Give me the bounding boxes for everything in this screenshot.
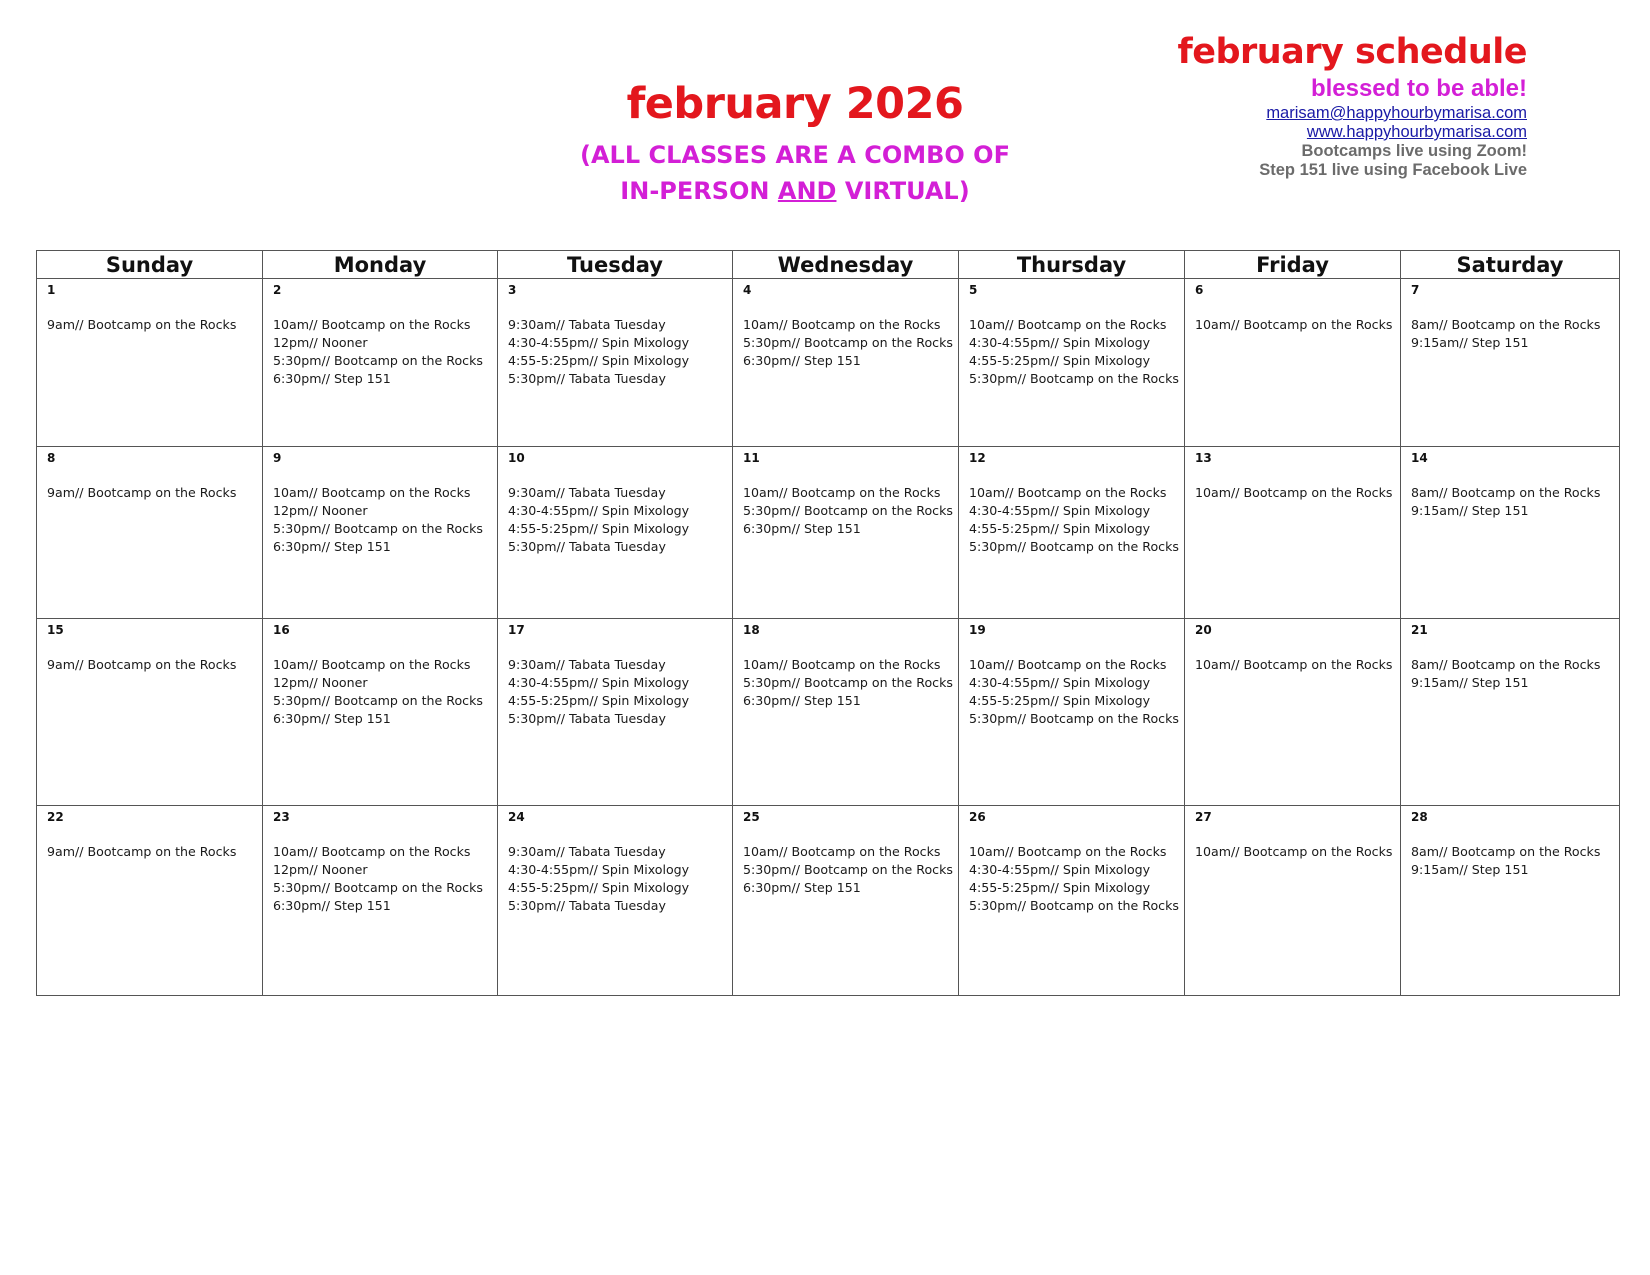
class-event: 6:30pm// Step 151 (743, 880, 861, 895)
day-cell[interactable] (733, 806, 959, 996)
class-event: 6:30pm// Step 151 (743, 521, 861, 536)
weekday-header-row (37, 251, 1620, 279)
event-list (1411, 316, 1613, 352)
day-cell[interactable] (37, 279, 263, 447)
class-event: 4:55-5:25pm// Spin Mixology (969, 880, 1151, 895)
event-list (969, 656, 1178, 728)
day-number: 10 (508, 451, 525, 465)
day-cell[interactable] (1401, 447, 1620, 619)
class-event: 10am// Bootcamp on the Rocks (273, 657, 471, 672)
event-list (47, 656, 256, 674)
zoom-note: Bootcamps live using Zoom! (1301, 142, 1527, 160)
day-number: 11 (743, 451, 760, 465)
class-event: 9:30am// Tabata Tuesday (508, 844, 666, 859)
weekday-thursday: Thursday (959, 251, 1185, 279)
class-event: 4:30-4:55pm// Spin Mixology (508, 503, 690, 518)
email-link[interactable]: marisam@happyhourbymarisa.com (1266, 104, 1527, 122)
class-event: 4:55-5:25pm// Spin Mixology (969, 353, 1151, 368)
event-list (47, 843, 256, 861)
day-number: 22 (47, 810, 64, 824)
class-event: 10am// Bootcamp on the Rocks (1195, 317, 1393, 332)
subtitle-line-1: (ALL CLASSES ARE A COMBO OF (580, 141, 1010, 169)
day-cell[interactable] (263, 447, 498, 619)
event-list (508, 316, 726, 388)
class-event: 5:30pm// Bootcamp on the Rocks (273, 880, 483, 895)
class-event: 5:30pm// Tabata Tuesday (508, 898, 666, 913)
class-event: 10am// Bootcamp on the Rocks (743, 657, 941, 672)
class-event: 9am// Bootcamp on the Rocks (47, 844, 237, 859)
class-event: 5:30pm// Bootcamp on the Rocks (969, 898, 1179, 913)
info-tagline: blessed to be able! (1310, 75, 1527, 102)
day-number: 20 (1195, 623, 1212, 637)
class-event: 9am// Bootcamp on the Rocks (47, 317, 237, 332)
class-event: 5:30pm// Bootcamp on the Rocks (743, 862, 953, 877)
event-list (1411, 484, 1613, 520)
subtitle-line-2 (500, 173, 1090, 209)
weekday-tuesday: Tuesday (498, 251, 733, 279)
day-number: 8 (47, 451, 56, 465)
class-event: 8am// Bootcamp on the Rocks (1411, 317, 1601, 332)
class-event: 10am// Bootcamp on the Rocks (273, 485, 471, 500)
event-list (743, 316, 952, 370)
event-list (508, 484, 726, 556)
page-title: february 2026 (626, 79, 964, 129)
class-event: 10am// Bootcamp on the Rocks (969, 317, 1167, 332)
day-cell[interactable] (498, 447, 733, 619)
class-event: 5:30pm// Bootcamp on the Rocks (743, 503, 953, 518)
event-list (508, 656, 726, 728)
calendar-week-row (37, 619, 1620, 806)
day-number: 18 (743, 623, 760, 637)
website-link[interactable]: www.happyhourbymarisa.com (1306, 123, 1527, 141)
event-list (1411, 656, 1613, 692)
day-cell[interactable] (498, 279, 733, 447)
event-list (743, 656, 952, 710)
day-number: 3 (508, 283, 517, 297)
day-number: 28 (1411, 810, 1428, 824)
class-event: 5:30pm// Bootcamp on the Rocks (969, 711, 1179, 726)
class-event: 10am// Bootcamp on the Rocks (273, 844, 471, 859)
info-block (1177, 30, 1527, 180)
day-number: 15 (47, 623, 64, 637)
class-event: 10am// Bootcamp on the Rocks (743, 844, 941, 859)
event-list (273, 656, 491, 728)
event-list (743, 843, 952, 897)
class-event: 4:30-4:55pm// Spin Mixology (969, 503, 1151, 518)
class-event: 9:30am// Tabata Tuesday (508, 657, 666, 672)
day-cell[interactable] (498, 619, 733, 806)
day-number: 9 (273, 451, 282, 465)
info-heading: february schedule (1177, 32, 1527, 72)
class-event: 10am// Bootcamp on the Rocks (969, 657, 1167, 672)
class-event: 10am// Bootcamp on the Rocks (1195, 844, 1393, 859)
class-event: 10am// Bootcamp on the Rocks (743, 317, 941, 332)
weekday-friday: Friday (1185, 251, 1401, 279)
event-list (969, 316, 1178, 388)
class-event: 4:55-5:25pm// Spin Mixology (508, 353, 690, 368)
class-event: 9am// Bootcamp on the Rocks (47, 657, 237, 672)
class-event: 9am// Bootcamp on the Rocks (47, 485, 237, 500)
class-event: 4:55-5:25pm// Spin Mixology (508, 521, 690, 536)
event-list (1195, 484, 1394, 502)
day-cell[interactable] (959, 447, 1185, 619)
day-cell[interactable] (733, 279, 959, 447)
event-list (969, 484, 1178, 556)
class-event: 10am// Bootcamp on the Rocks (969, 485, 1167, 500)
class-event: 10am// Bootcamp on the Rocks (1195, 657, 1393, 672)
day-number: 26 (969, 810, 986, 824)
class-event: 5:30pm// Bootcamp on the Rocks (743, 675, 953, 690)
day-number: 4 (743, 283, 752, 297)
class-event: 4:30-4:55pm// Spin Mixology (969, 675, 1151, 690)
class-event: 12pm// Nooner (273, 675, 368, 690)
event-list (1195, 316, 1394, 334)
class-event: 6:30pm// Step 151 (743, 353, 861, 368)
day-cell[interactable] (959, 806, 1185, 996)
class-event: 6:30pm// Step 151 (743, 693, 861, 708)
class-event: 5:30pm// Bootcamp on the Rocks (273, 353, 483, 368)
day-cell[interactable] (263, 279, 498, 447)
day-number: 25 (743, 810, 760, 824)
class-event: 12pm// Nooner (273, 335, 368, 350)
event-list (969, 843, 1178, 915)
weekday-saturday: Saturday (1401, 251, 1620, 279)
day-number: 13 (1195, 451, 1212, 465)
day-cell[interactable] (1185, 806, 1401, 996)
class-event: 9:15am// Step 151 (1411, 503, 1529, 518)
day-number: 7 (1411, 283, 1420, 297)
day-number: 23 (273, 810, 290, 824)
day-number: 14 (1411, 451, 1428, 465)
class-event: 9:15am// Step 151 (1411, 335, 1529, 350)
calendar-table (36, 250, 1620, 996)
day-cell[interactable] (37, 447, 263, 619)
class-event: 5:30pm// Tabata Tuesday (508, 539, 666, 554)
day-cell[interactable] (1401, 619, 1620, 806)
event-list (47, 484, 256, 502)
day-cell[interactable] (37, 619, 263, 806)
day-number: 17 (508, 623, 525, 637)
class-event: 5:30pm// Bootcamp on the Rocks (273, 521, 483, 536)
class-event: 8am// Bootcamp on the Rocks (1411, 844, 1601, 859)
day-cell[interactable] (263, 806, 498, 996)
page-subtitle (500, 137, 1090, 209)
weekday-monday: Monday (263, 251, 498, 279)
day-number: 2 (273, 283, 282, 297)
calendar-week-row (37, 447, 1620, 619)
calendar-week-row (37, 279, 1620, 447)
class-event: 4:30-4:55pm// Spin Mixology (969, 862, 1151, 877)
event-list (1195, 656, 1394, 674)
weekday-sunday: Sunday (37, 251, 263, 279)
class-event: 4:55-5:25pm// Spin Mixology (508, 693, 690, 708)
subtitle-pre: IN-PERSON (620, 177, 778, 205)
day-cell[interactable] (733, 447, 959, 619)
class-event: 4:30-4:55pm// Spin Mixology (508, 335, 690, 350)
class-event: 5:30pm// Tabata Tuesday (508, 711, 666, 726)
day-number: 21 (1411, 623, 1428, 637)
subtitle-post: VIRTUAL) (836, 177, 970, 205)
day-number: 27 (1195, 810, 1212, 824)
class-event: 6:30pm// Step 151 (273, 539, 391, 554)
class-event: 9:30am// Tabata Tuesday (508, 485, 666, 500)
class-event: 10am// Bootcamp on the Rocks (969, 844, 1167, 859)
day-cell[interactable] (733, 619, 959, 806)
day-number: 12 (969, 451, 986, 465)
event-list (508, 843, 726, 915)
event-list (743, 484, 952, 538)
day-cell[interactable] (1401, 279, 1620, 447)
weekday-wednesday: Wednesday (733, 251, 959, 279)
event-list (273, 484, 491, 556)
class-event: 9:30am// Tabata Tuesday (508, 317, 666, 332)
class-event: 8am// Bootcamp on the Rocks (1411, 485, 1601, 500)
event-list (273, 316, 491, 388)
class-event: 10am// Bootcamp on the Rocks (743, 485, 941, 500)
day-number: 24 (508, 810, 525, 824)
class-event: 4:30-4:55pm// Spin Mixology (508, 862, 690, 877)
day-number: 6 (1195, 283, 1204, 297)
class-event: 4:30-4:55pm// Spin Mixology (969, 335, 1151, 350)
day-cell[interactable] (1185, 279, 1401, 447)
day-cell[interactable] (959, 279, 1185, 447)
event-list (1411, 843, 1613, 879)
day-number: 5 (969, 283, 978, 297)
class-event: 6:30pm// Step 151 (273, 898, 391, 913)
class-event: 5:30pm// Bootcamp on the Rocks (969, 539, 1179, 554)
class-event: 9:15am// Step 151 (1411, 862, 1529, 877)
event-list (1195, 843, 1394, 861)
day-cell[interactable] (498, 806, 733, 996)
class-event: 8am// Bootcamp on the Rocks (1411, 657, 1601, 672)
day-number: 19 (969, 623, 986, 637)
event-list (273, 843, 491, 915)
class-event: 5:30pm// Tabata Tuesday (508, 371, 666, 386)
class-event: 4:55-5:25pm// Spin Mixology (969, 693, 1151, 708)
class-event: 5:30pm// Bootcamp on the Rocks (273, 693, 483, 708)
class-event: 6:30pm// Step 151 (273, 711, 391, 726)
calendar-week-row (37, 806, 1620, 996)
day-cell[interactable] (1185, 447, 1401, 619)
class-event: 9:15am// Step 151 (1411, 675, 1529, 690)
day-cell[interactable] (263, 619, 498, 806)
day-cell[interactable] (1401, 806, 1620, 996)
subtitle-underlined: AND (777, 177, 837, 205)
day-cell[interactable] (37, 806, 263, 996)
class-event: 6:30pm// Step 151 (273, 371, 391, 386)
class-event: 12pm// Nooner (273, 862, 368, 877)
day-number: 1 (47, 283, 56, 297)
class-event: 10am// Bootcamp on the Rocks (273, 317, 471, 332)
class-event: 4:30-4:55pm// Spin Mixology (508, 675, 690, 690)
event-list (47, 316, 256, 334)
day-number: 16 (273, 623, 290, 637)
class-event: 10am// Bootcamp on the Rocks (1195, 485, 1393, 500)
facebook-note: Step 151 live using Facebook Live (1259, 161, 1527, 179)
class-event: 12pm// Nooner (273, 503, 368, 518)
class-event: 4:55-5:25pm// Spin Mixology (969, 521, 1151, 536)
class-event: 5:30pm// Bootcamp on the Rocks (743, 335, 953, 350)
class-event: 4:55-5:25pm// Spin Mixology (508, 880, 690, 895)
class-event: 5:30pm// Bootcamp on the Rocks (969, 371, 1179, 386)
day-cell[interactable] (959, 619, 1185, 806)
day-cell[interactable] (1185, 619, 1401, 806)
